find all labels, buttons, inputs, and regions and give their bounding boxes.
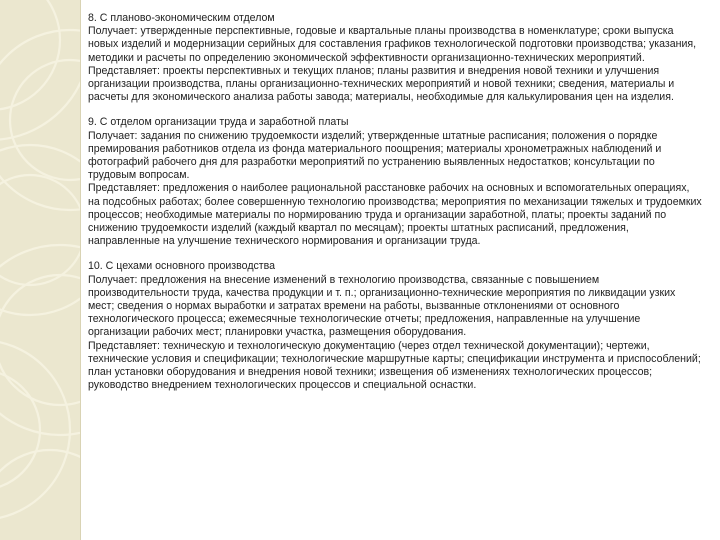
decorative-side-band <box>0 0 80 540</box>
section-receives-text: Получает: предложения на внесение изменений в технологию производства, связанные с повышением производительности труда, качества продукции и т. п.; организационно-технические мероприятия по ликвидации узких мест; сведения о нормах выработки и затратах времени на работы, вызванные отклонениями от основного технологического процесса; ежемесячные технологические отчеты; предложения, направленные на улучшение организации рабочих мест; планировки участка, размещения оборудования. <box>88 273 676 339</box>
decorative-arcs-icon <box>0 0 80 540</box>
side-divider <box>80 0 81 540</box>
section-heading: 8. С планово-экономическим отделом <box>88 12 275 24</box>
section-provides-text: Представляет: техническую и технологическую документацию (через отдел технической документации); чертежи, технические условия и спецификации; технологические маршрутные карты; спецификации инструмента и приспособлений; план установки оборудования и внедрения новой техники; извещения об изменениях технологических процессов; руководство внедрением технологических процессов и специальной оснастки. <box>88 339 701 392</box>
document-body <box>88 12 702 404</box>
section-provides-text: Представляет: предложения о наиболее рациональной расстановке рабочих на основных и вспомогательных операциях, на подсобных работах; более совершенную технологию производства; мероприятия по механизации тяжелых и трудоемких процессов; необходимые материалы по нормированию труда и организации заработной, платы; проекты заданий по снижению трудоемкости изделий (каждый квартал по месяцам); проекты штатных расписаний, предложения, направленные на улучшение технического нормирования и организации труда. <box>88 182 702 248</box>
section-main-workshops <box>88 260 702 392</box>
section-heading: 9. С отделом организации труда и заработной платы <box>88 116 349 129</box>
section-receives-text: Получает: утвержденные перспективные, годовые и квартальные планы производства в номенклатуре; сроки выпуска новых изделий и модернизации серийных для составления графиков технологической подготовки производства; указания, методики и расчеты по определению экономической эффективности организационно-технических мероприятий. <box>88 25 697 64</box>
section-labor-wages <box>88 116 702 248</box>
section-planning-economic <box>88 12 702 104</box>
section-heading: 10. С цехами основного производства <box>88 260 276 273</box>
section-receives-text: Получает: задания по снижению трудоемкости изделий; утвержденные штатные расписания; положения о порядке премирования работников отдела из фонда материального поощрения; материалы хронометражных наблюдений и фотографий рабочего дня для разработки мероприятий по устранению выявленных недостатков; консультации по трудовым вопросам. <box>88 129 662 182</box>
section-provides-text: Представляет: проекты перспективных и текущих планов; планы развития и внедрения новой техники и улучшения организации производства, планы организационно-технических мероприятий и новой техники; сведения, материалы и расчеты для экономического анализа работы завода; материалы, необходимые для калькулирования цен на изделия. <box>88 64 675 104</box>
